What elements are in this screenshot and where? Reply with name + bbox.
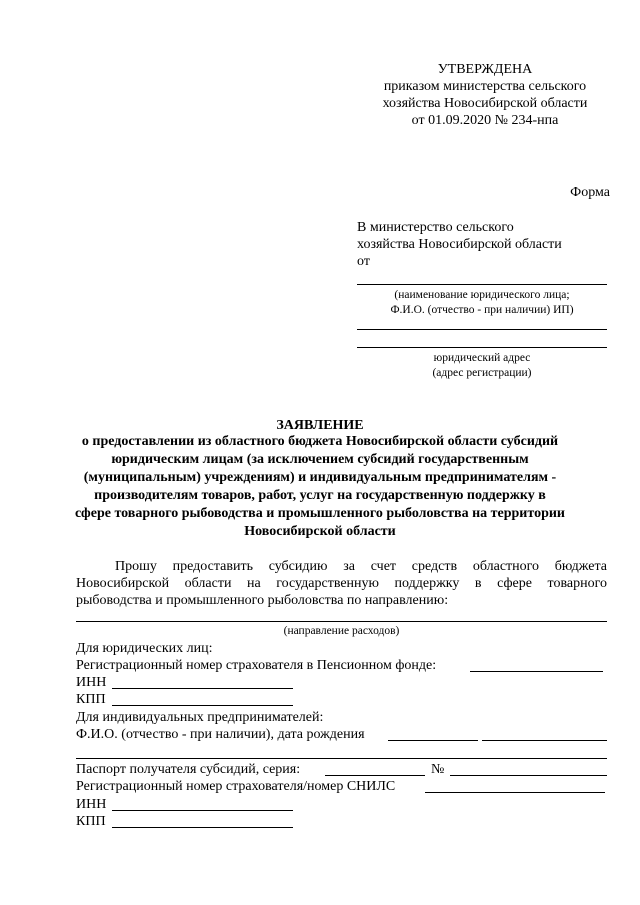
inn-field-1 <box>112 688 293 689</box>
recipient-line-2: хозяйства Новосибирской области <box>357 237 562 252</box>
address-line-1 <box>357 329 607 330</box>
direction-line <box>76 621 607 622</box>
passport-label: Паспорт получателя субсидий, серия: <box>76 762 301 777</box>
address-caption-1: юридический адрес <box>433 352 531 364</box>
statement-subtitle-3: (муниципальным) учреждениям) и индивидуальным предпринимателям - <box>83 470 557 485</box>
applicant-caption-1: (наименование юридического лица; <box>394 289 570 301</box>
kpp-field-2 <box>112 827 293 828</box>
applicant-caption-2: Ф.И.О. (отчество - при наличии) ИП) <box>390 304 574 316</box>
ip-fio-extra-line <box>76 758 607 759</box>
kpp-label-2: КПП <box>76 814 106 829</box>
direction-caption: (направление расходов) <box>283 625 400 637</box>
ip-fio-field <box>388 740 478 741</box>
legal-reg-label: Регистрационный номер страхователя в Пенсионном фонде: <box>76 658 437 673</box>
legal-reg-field <box>470 671 603 672</box>
paragraph-line-1: Прошу предоставить субсидию за счет средств областного бюджета <box>115 559 607 574</box>
snils-field <box>425 792 605 793</box>
statement-subtitle-4: производителям товаров, работ, услуг на государственную поддержку в <box>94 488 546 503</box>
statement-subtitle-6: Новосибирской области <box>244 524 396 539</box>
ip-birthdate-field <box>482 740 607 741</box>
snils-label: Регистрационный номер страхователя/номер СНИЛС <box>76 779 396 794</box>
form-label: Форма <box>570 185 610 200</box>
passport-series-field <box>325 775 425 776</box>
statement-subtitle-2: юридическим лицам (за исключением субсидий государственным <box>111 452 529 467</box>
inn-label-1: ИНН <box>76 675 107 690</box>
address-line-2 <box>357 347 607 348</box>
paragraph-line-3: рыбоводства и промышленного рыболовства по направлению: <box>76 593 449 608</box>
inn-field-2 <box>112 810 293 811</box>
ip-heading: Для индивидуальных предпринимателей: <box>76 710 324 725</box>
kpp-field-1 <box>112 705 293 706</box>
legal-heading: Для юридических лиц: <box>76 641 213 656</box>
paragraph-line-2: Новосибирской области на государственную поддержку в сфере товарного <box>76 576 607 591</box>
address-caption-2: (адрес регистрации) <box>432 367 532 379</box>
inn-label-2: ИНН <box>76 797 107 812</box>
passport-number-label: № <box>431 762 445 777</box>
statement-subtitle-1: о предоставлении из областного бюджета Новосибирской области субсидий <box>81 434 559 449</box>
recipient-line-3: от <box>357 254 370 269</box>
approval-line-2: хозяйства Новосибирской области <box>382 96 588 111</box>
statement-title: ЗАЯВЛЕНИЕ <box>276 418 364 433</box>
kpp-label-1: КПП <box>76 692 106 707</box>
approval-line-3: от 01.09.2020 № 234-нпа <box>411 113 559 128</box>
ip-fio-label: Ф.И.О. (отчество - при наличии), дата рождения <box>76 727 365 742</box>
passport-number-field <box>450 775 607 776</box>
approval-title: УТВЕРЖДЕНА <box>437 62 533 77</box>
applicant-name-line <box>357 284 607 285</box>
approval-line-1: приказом министерства сельского <box>383 79 587 94</box>
recipient-line-1: В министерство сельского <box>357 220 514 235</box>
statement-subtitle-5: сфере товарного рыбоводства и промышленного рыболовства на территории <box>75 506 565 521</box>
